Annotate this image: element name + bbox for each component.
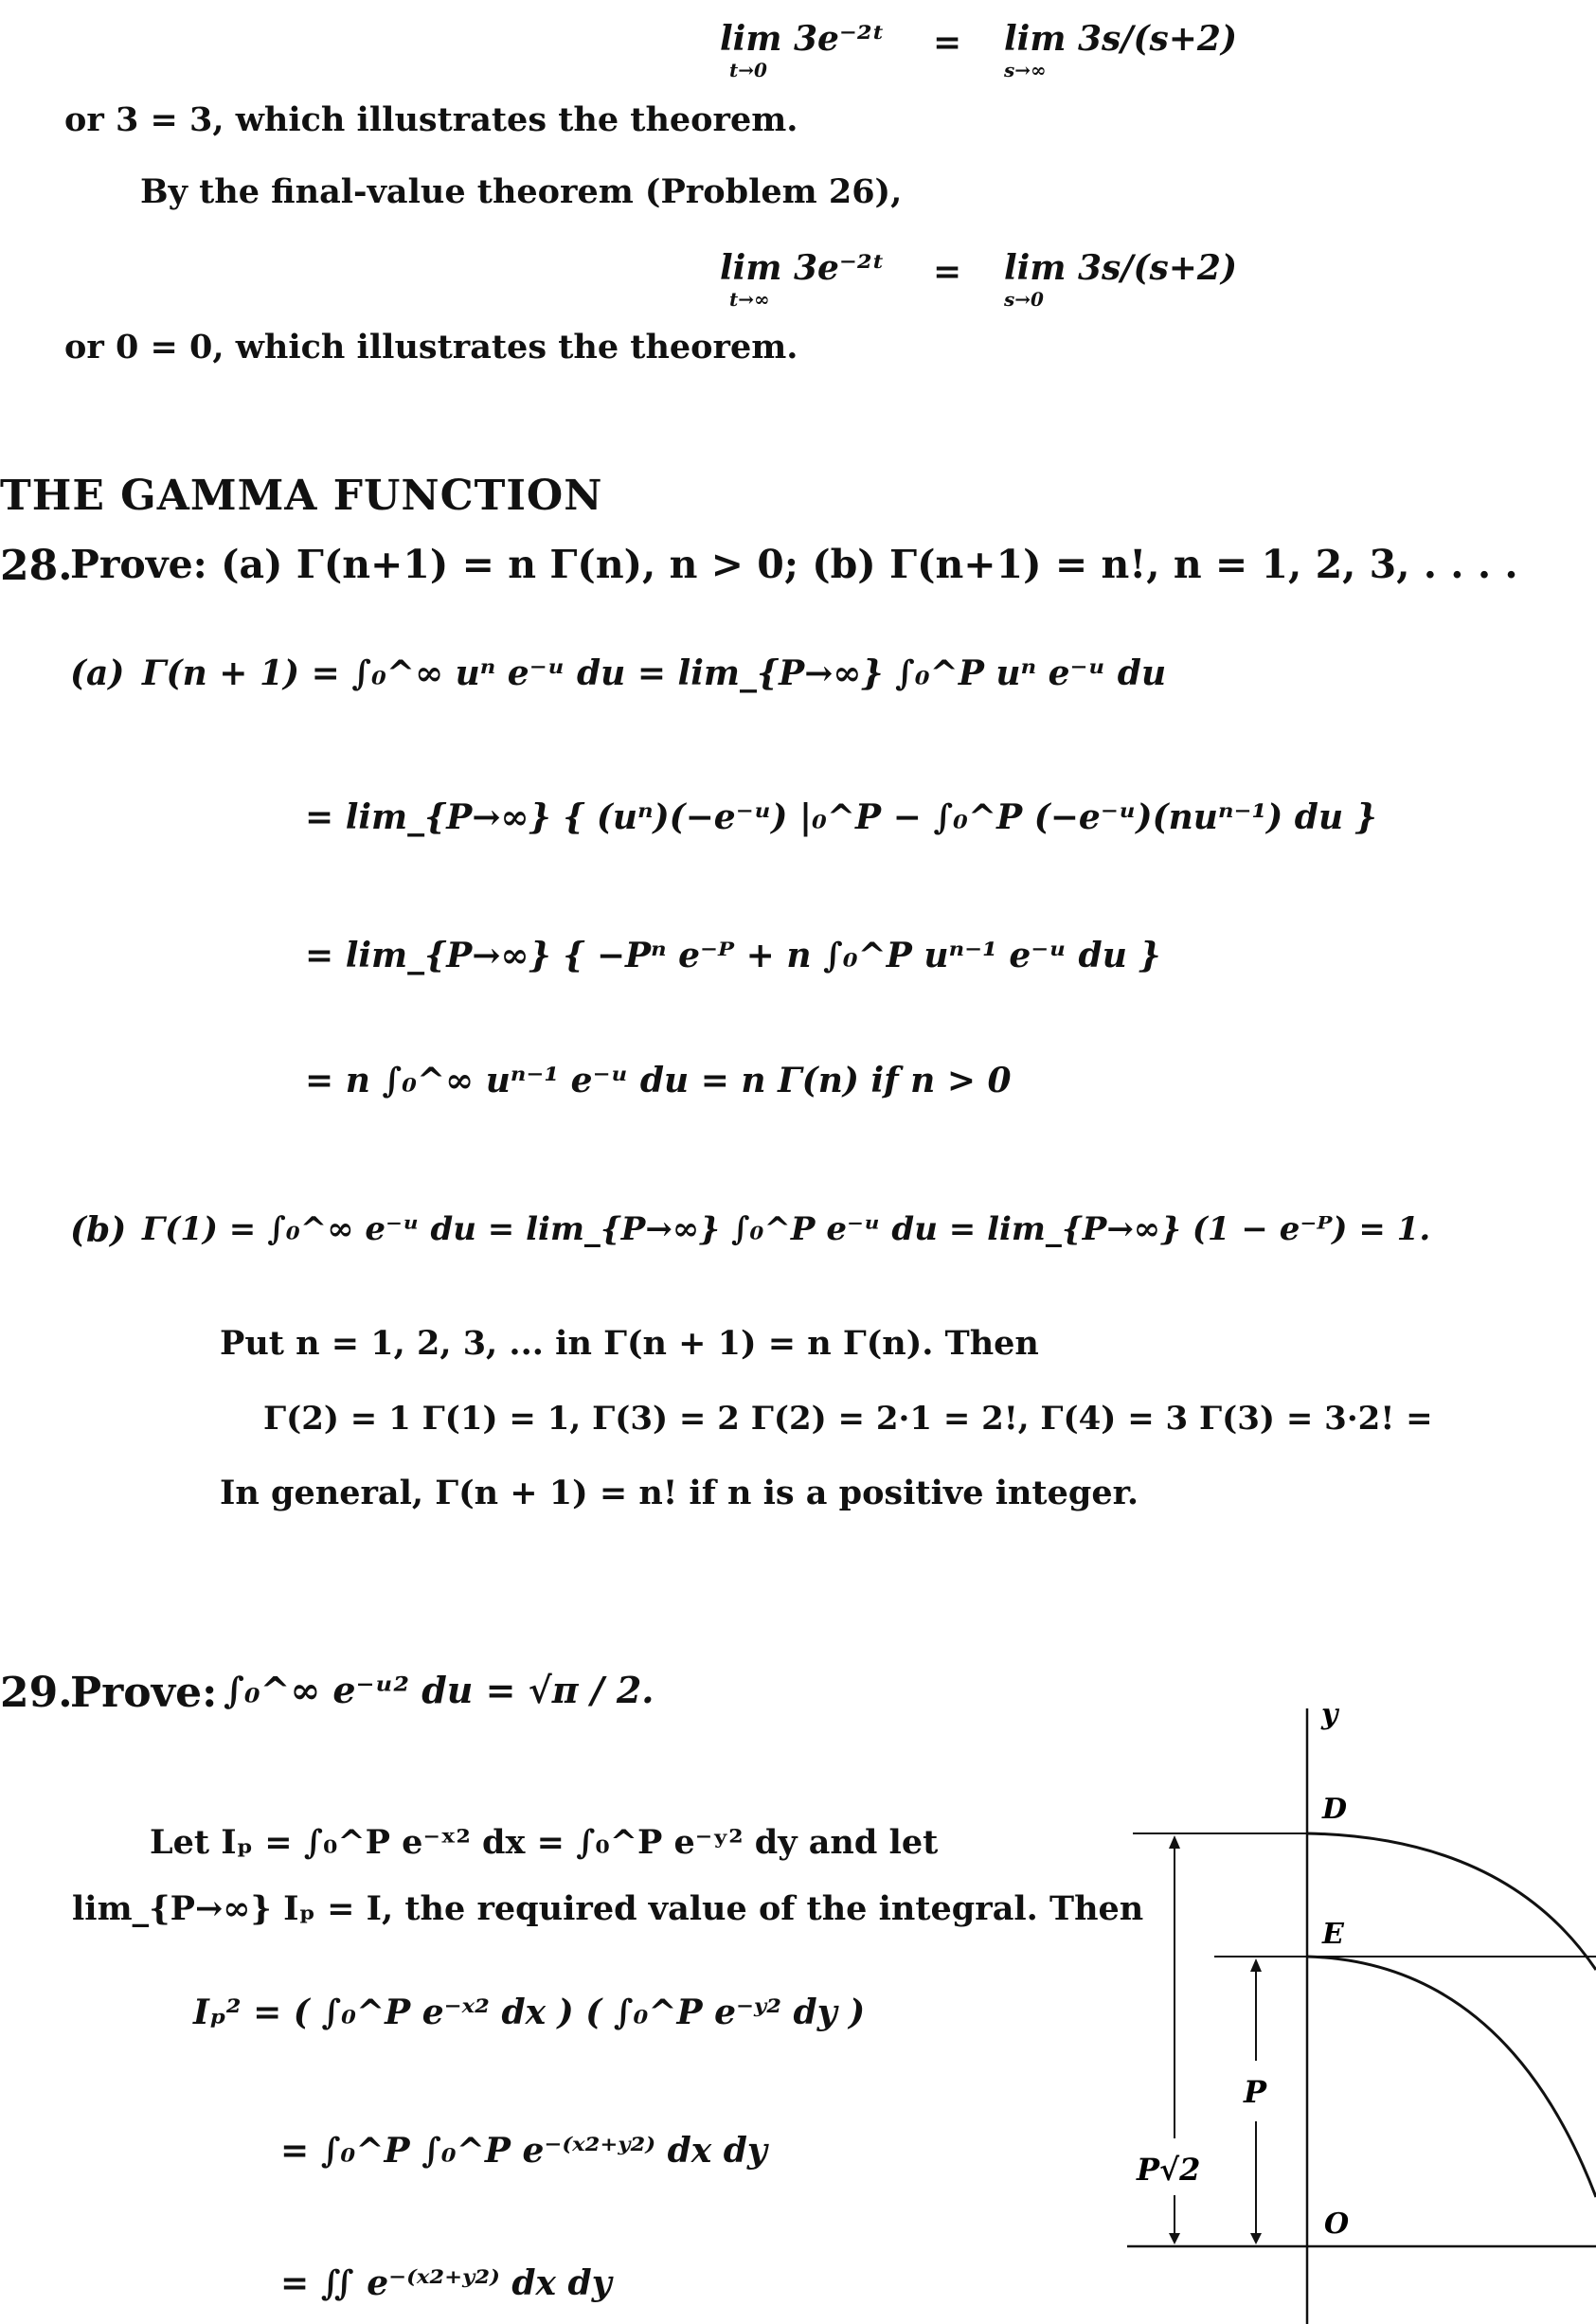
section-heading: THE GAMMA FUNCTION xyxy=(0,472,603,520)
eq2-equals: = xyxy=(933,252,962,292)
point-label-d: D xyxy=(1322,1793,1348,1826)
problem-29-number: 29. xyxy=(0,1669,73,1717)
text-line-3: or 0 = 0, which illustrates the theorem. xyxy=(64,328,798,366)
inner-arc xyxy=(1307,1957,1596,2197)
inner-arrow-up xyxy=(1250,1958,1262,1972)
point-label-e: E xyxy=(1322,1918,1344,1951)
part-a-line-4: = n ∫₀^∞ uⁿ⁻¹ e⁻ᵘ du = n Γ(n) if n > 0 xyxy=(305,1061,1012,1100)
eq2-lhs: lim 3e⁻²ᵗ xyxy=(720,248,886,288)
eq1-lhs-text: lim 3e⁻²ᵗ xyxy=(720,19,886,59)
eq1-lhs xyxy=(720,19,885,59)
outer-arc xyxy=(1307,1833,1596,1970)
point-label-o: O xyxy=(1324,2208,1350,2241)
problem-29-line-1: Let Iₚ = ∫₀^P e⁻ˣ² dx = ∫₀^P e⁻ʸ² dy and let xyxy=(150,1823,939,1862)
problem-29-line-2: lim_{P→∞} Iₚ = I, the required value of the integral. Then xyxy=(72,1889,1144,1928)
axis-label-y: y xyxy=(1321,1698,1338,1731)
part-b-label: (b) xyxy=(70,1210,127,1250)
part-a-label: (a) xyxy=(70,653,125,693)
problem-29-eq-1: Iₚ² = ( ∫₀^P e⁻ˣ² dx ) ( ∫₀^P e⁻ʸ² dy ) xyxy=(193,1993,866,2032)
eq2-rhs-sub: s→0 xyxy=(1004,288,1044,311)
dimension-label-inner: P xyxy=(1244,2074,1267,2110)
outer-arrow-up xyxy=(1169,1835,1180,1849)
part-a-line-1: Γ(n + 1) = ∫₀^∞ uⁿ e⁻ᵘ du = lim_{P→∞} ∫₀^P uⁿ e⁻ᵘ du xyxy=(142,653,1167,693)
problem-29-prefix: Prove: xyxy=(70,1669,218,1717)
part-b-line-2: Put n = 1, 2, 3, ... in Γ(n + 1) = n Γ(n). Then xyxy=(220,1324,1039,1363)
eq1-rhs: lim 3s/(s+2) xyxy=(1004,19,1237,59)
outer-arrow-down xyxy=(1169,2233,1180,2244)
part-b-line-3: Γ(2) = 1 Γ(1) = 1, Γ(3) = 2 Γ(2) = 2·1 = 2!, Γ(4) = 3 Γ(3) = 3·2! = xyxy=(263,1400,1433,1438)
part-a-line-3: = lim_{P→∞} { −Pⁿ e⁻ᴾ + n ∫₀^P uⁿ⁻¹ e⁻ᵘ du } xyxy=(305,936,1161,975)
problem-29-statement-math: ∫₀^∞ e⁻ᵘ² du = √π / 2. xyxy=(224,1669,655,1711)
problem-28-number: 28. xyxy=(0,542,73,590)
text-line-1: or 3 = 3, which illustrates the theorem. xyxy=(64,100,798,139)
eq2-rhs: lim 3s/(s+2) xyxy=(1004,248,1237,288)
eq1-rhs-sub: s→∞ xyxy=(1004,59,1047,81)
dimension-label-outer: P√2 xyxy=(1137,2152,1201,2188)
inner-arrow-down xyxy=(1250,2233,1262,2244)
problem-29-eq-2: = ∫₀^P ∫₀^P e⁻⁽ˣ²⁺ʸ²⁾ dx dy xyxy=(280,2131,767,2171)
quarter-circle-figure xyxy=(1127,1686,1596,2324)
part-b-line-1: Γ(1) = ∫₀^∞ e⁻ᵘ du = lim_{P→∞} ∫₀^P e⁻ᵘ du = lim_{P→∞} (1 − e⁻ᴾ) = 1. xyxy=(142,1210,1431,1248)
part-a-line-2: = lim_{P→∞} { (uⁿ)(−e⁻ᵘ) |₀^P − ∫₀^P (−e⁻ᵘ)(nuⁿ⁻¹) du } xyxy=(305,797,1377,837)
text-line-2: By the final-value theorem (Problem 26), xyxy=(140,172,903,211)
eq2-lhs-sub: t→∞ xyxy=(729,288,770,311)
problem-28-statement: Prove: (a) Γ(n+1) = n Γ(n), n > 0; (b) Γ(n+1) = n!, n = 1, 2, 3, . . . . xyxy=(70,542,1518,587)
eq1-lhs-sub: t→0 xyxy=(729,59,767,81)
part-b-line-4: In general, Γ(n + 1) = n! if n is a positive integer. xyxy=(220,1474,1139,1512)
eq1-equals: = xyxy=(933,23,962,63)
problem-29-eq-3: = ∬ e⁻⁽ˣ²⁺ʸ²⁾ dx dy xyxy=(280,2263,612,2303)
